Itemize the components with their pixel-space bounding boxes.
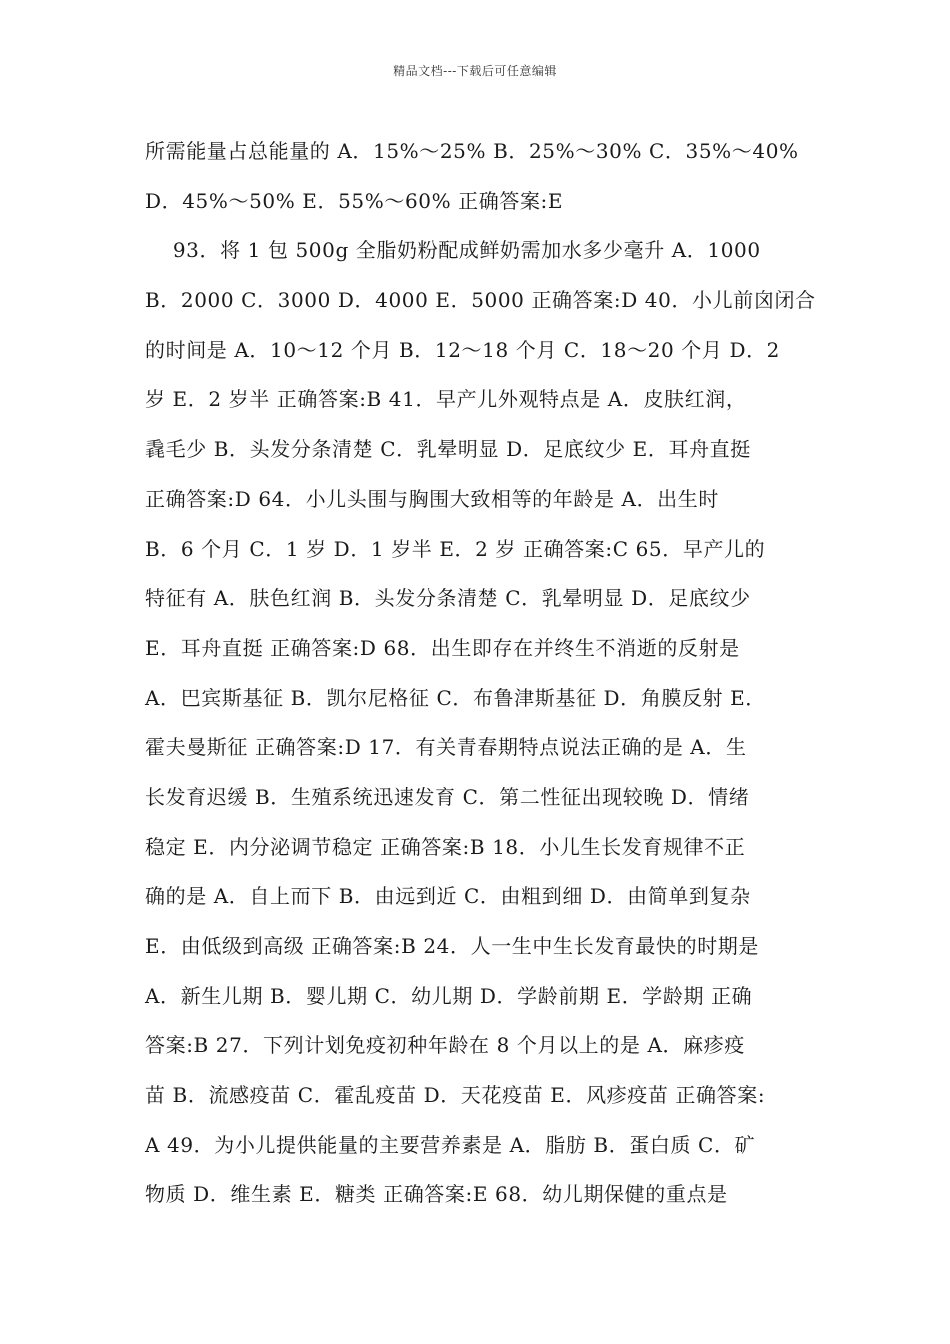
text-line: E．耳舟直挺 正确答案:D 68．出生即存在并终生不消逝的反射是	[145, 635, 740, 660]
text-line: 特征有 A．肤色红润 B．头发分条清楚 C．乳晕明显 D．足底纹少	[145, 586, 751, 611]
text-line: 答案:B 27．下列计划免疫初种年龄在 8 个月以上的是 A．麻疹疫	[145, 1033, 745, 1058]
text-line: A．巴宾斯基征 B．凯尔尼格征 C．布鲁津斯基征 D．角膜反射 E．	[145, 685, 766, 710]
text-line: 毳毛少 B．头发分条清楚 C．乳晕明显 D．足底纹少 E．耳舟直挺	[145, 437, 751, 462]
text-line: 的时间是 A．10～12 个月 B．12～18 个月 C．18～20 个月 D．2	[145, 337, 780, 362]
text-line: 正确答案:D 64．小儿头围与胸围大致相等的年龄是 A．出生时	[145, 486, 719, 511]
text-line: 物质 D．维生素 E．糖类 正确答案:E 68．幼儿期保健的重点是	[145, 1182, 728, 1207]
text-line: 所需能量占总能量的 A．15%～25% B．25%～30% C．35%～40%	[145, 139, 799, 163]
page-header: 精品文档---下载后可任意编辑	[393, 64, 557, 78]
text-line: 苗 B．流感疫苗 C．霍乱疫苗 D．天花疫苗 E．风疹疫苗 正确答案:	[145, 1083, 766, 1108]
text-line: 长发育迟缓 B．生殖系统迅速发育 C．第二性征出现较晚 D．情绪	[145, 784, 750, 809]
text-line: A 49．为小儿提供能量的主要营养素是 A．脂肪 B．蛋白质 C．矿	[145, 1132, 756, 1157]
text-line: D．45%～50% E．55%～60% 正确答案:E	[145, 188, 564, 213]
text-line: B．6 个月 C．1 岁 D．1 岁半 E．2 岁 正确答案:C 65．早产儿的	[145, 536, 766, 561]
text-line: A．新生儿期 B．婴儿期 C．幼儿期 D．学龄前期 E．学龄期 正确	[145, 983, 753, 1008]
text-line: 霍夫曼斯征 正确答案:D 17．有关青春期特点说法正确的是 A．生	[145, 735, 747, 760]
text-line: B．2000 C．3000 D．4000 E．5000 正确答案:D 40．小儿前囟闭合	[145, 288, 816, 313]
text-line: 确的是 A．自上而下 B．由远到近 C．由粗到细 D．由简单到复杂	[145, 884, 751, 909]
text-line: 93．将 1 包 500g 全脂奶粉配成鲜奶需加水多少毫升 A．1000	[145, 238, 761, 263]
document-body	[145, 127, 815, 1220]
text-line: E．由低级到高级 正确答案:B 24．人一生中生长发育最快的时期是	[145, 934, 759, 958]
text-line: 稳定 E．内分泌调节稳定 正确答案:B 18．小儿生长发育规律不正	[145, 834, 746, 859]
text-line: 岁 E．2 岁半 正确答案:B 41．早产儿外观特点是 A．皮肤红润，	[145, 387, 747, 412]
